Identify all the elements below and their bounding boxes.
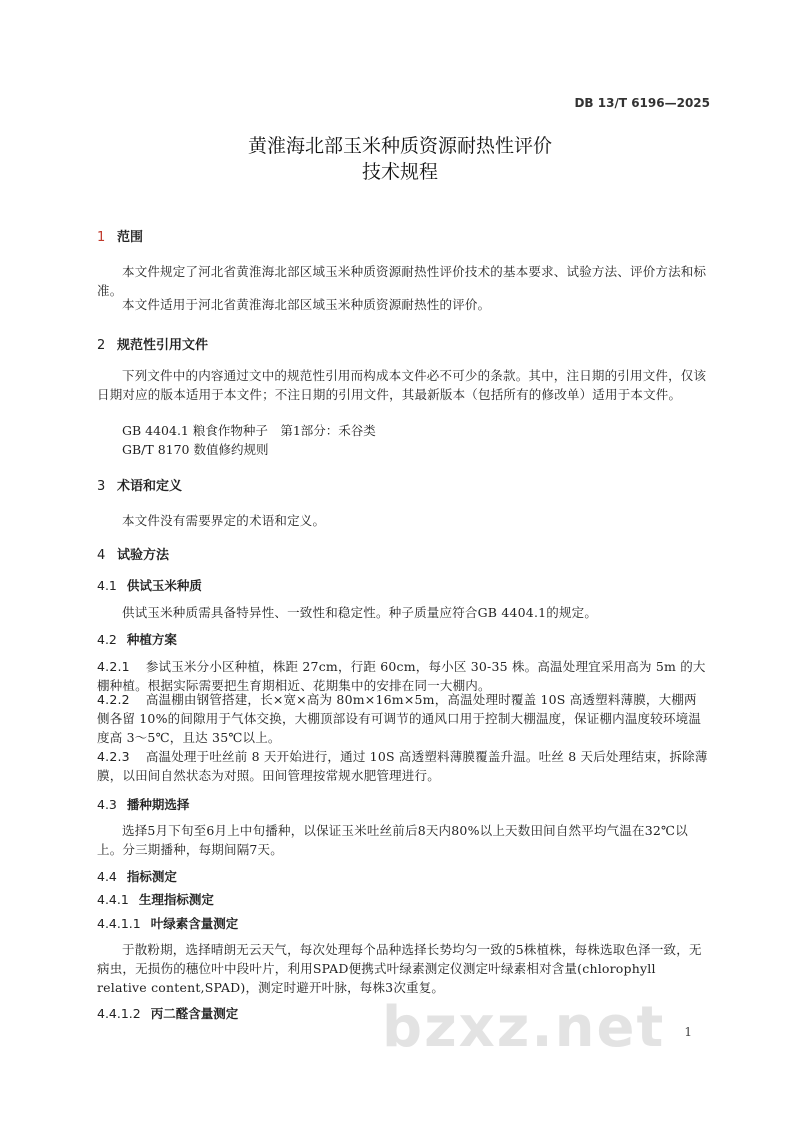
subsection-title: 生理指标测定 [138,892,214,907]
clause-number: 4.2.3 [97,749,130,764]
paragraph: 于散粉期，选择晴朗无云天气，每次处理每个品种选择长势均匀一致的5株植株，每株选取色泽一致，无病虫，无损伤的穗位叶中段叶片，利用SPAD便携式叶绿素测定仪测定叶绿素相对含量(chlorophyll relative content,SPAD)，测定时避开叶脉，每株3次重复。 [97,942,702,995]
reference-item: GB 4404.1 粮食作物种子 第1部分：禾谷类 [122,423,376,438]
paragraph: 本文件规定了河北省黄淮海北部区域玉米种质资源耐热性评价技术的基本要求、试验方法、评价方法和标准。 [97,264,707,298]
section-3-heading [97,475,182,494]
subsection-number: 4.4.1.2 [97,1006,141,1021]
clause-text: 高温棚由钢管搭建，长×宽×高为 80m×16m×5m，高温处理时覆盖 10S 高透塑料薄膜，大棚两侧各留 10%的间隙用于气体交换，大棚顶部设有可调节的通风口用于控制大棚温度，保证棚内温度较环境温度高 3～5℃，且达 35℃以上。 [97,692,702,745]
document-title-line1: 黄淮海北部玉米种质资源耐热性评价 [247,135,552,157]
reference-item: GB/T 8170 数值修约规则 [122,442,269,457]
subsection-4-4-1-1-heading [97,914,238,932]
subsection-4-2-heading [97,630,177,648]
section-2-heading [97,334,208,353]
subsection-title: 播种期选择 [126,797,190,812]
paragraph: 下列文件中的内容通过文中的规范性引用而构成本文件必不可少的条款。其中，注日期的引用文件，仅该日期对应的版本适用于本文件；不注日期的引用文件，其最新版本（包括所有的修改单）适用于本文件。 [97,368,707,402]
subsection-title: 供试玉米种质 [126,578,202,593]
paragraph: 本文件没有需要界定的术语和定义。 [122,513,326,528]
section-number: 4 [97,548,106,563]
clause-number: 4.2.2 [97,692,130,707]
subsection-number: 4.4 [97,869,117,884]
section-1-heading [97,226,143,245]
subsection-number: 4.4.1 [97,892,129,907]
subsection-title: 丙二醛含量测定 [150,1006,239,1021]
clause-number: 4.2.1 [97,659,130,674]
clause-text: 高温处理于吐丝前 8 天开始进行，通过 10S 高透塑料薄膜覆盖升温。吐丝 8 天后处理结束，拆除薄膜，以田间自然状态为对照。田间管理按常规水肥管理进行。 [97,749,708,783]
clause-4-2-2 [97,690,709,747]
section-4-heading [97,544,169,563]
page-number: 1 [684,1025,692,1039]
watermark: bzxz.net [382,995,666,1060]
section-number: 3 [97,479,106,494]
section-number: 1 [97,230,106,245]
subsection-title: 叶绿素含量测定 [150,916,239,931]
paragraph: 本文件适用于河北省黄淮海北部区域玉米种质资源耐热性的评价。 [122,297,491,312]
document-title-line2: 技术规程 [361,161,438,183]
section-title: 规范性引用文件 [117,338,209,353]
section-title: 范围 [117,230,144,245]
subsection-4-4-1-heading [97,890,214,908]
subsection-4-1-heading [97,576,202,594]
subsection-number: 4.2 [97,632,117,647]
subsection-number: 4.4.1.1 [97,916,141,931]
subsection-number: 4.1 [97,578,117,593]
clause-text: 参试玉米分小区种植，株距 27cm，行距 60cm，每小区 30-35 株。高温处理宜采用高为 5m 的大棚种植。根据实际需要把生育期相近、花期集中的安排在同一大棚内。 [97,659,706,693]
subsection-title: 指标测定 [126,869,177,884]
section-title: 试验方法 [117,548,170,563]
subsection-4-3-heading [97,795,189,813]
subsection-title: 种植方案 [126,632,177,647]
paragraph: 供试玉米种质需具备特异性、一致性和稳定性。种子质量应符合GB 4404.1的规定。 [122,605,598,620]
subsection-4-4-heading [97,867,177,885]
paragraph: 选择5月下旬至6月上中旬播种，以保证玉米吐丝前后8天内80%以上天数田间自然平均气温在32℃以上。分三期播种，每期间隔7天。 [97,823,688,857]
standard-id: DB 13/T 6196—2025 [574,96,710,110]
subsection-number: 4.3 [97,797,117,812]
section-number: 2 [97,338,106,353]
section-title: 术语和定义 [117,479,183,494]
clause-4-2-3 [97,747,709,785]
subsection-4-4-1-2-heading [97,1004,238,1022]
